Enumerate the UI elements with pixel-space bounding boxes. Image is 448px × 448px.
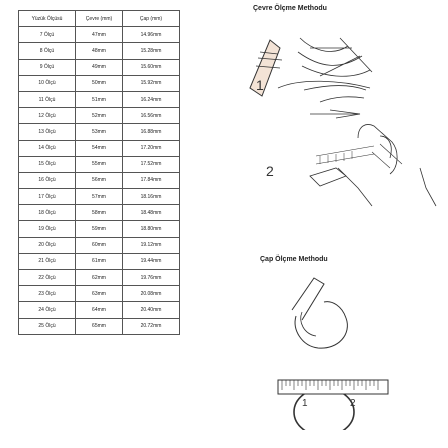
- col-header-circumference: Çevre (mm): [76, 11, 123, 27]
- finger-ring-illustration: [292, 278, 347, 348]
- size-cell: 7 Ölçü: [19, 27, 76, 43]
- table-row: [19, 221, 180, 237]
- diameter-svg: [262, 270, 402, 430]
- diameter-cell: 18.48mm: [123, 205, 180, 221]
- size-cell: 24 Ölçü: [19, 302, 76, 318]
- diameter-cell: 19.76mm: [123, 270, 180, 286]
- diameter-cell: 16.24mm: [123, 91, 180, 107]
- table-row: [19, 75, 180, 91]
- diameter-cell: 14.96mm: [123, 27, 180, 43]
- size-cell: 9 Ölçü: [19, 59, 76, 75]
- circumference-cell: 60mm: [76, 237, 123, 253]
- table-row: [19, 237, 180, 253]
- circumference-svg: [240, 18, 440, 208]
- size-cell: 21 Ölçü: [19, 253, 76, 269]
- circumference-cell: 54mm: [76, 140, 123, 156]
- size-table: [18, 10, 180, 335]
- size-cell: 23 Ölçü: [19, 286, 76, 302]
- string-measure-1: [278, 81, 370, 118]
- table-row: [19, 189, 180, 205]
- table-row: [19, 43, 180, 59]
- table-row: [19, 27, 180, 43]
- size-cell: 18 Ölçü: [19, 205, 76, 221]
- size-cell: 14 Ölçü: [19, 140, 76, 156]
- size-cell: 20 Ölçü: [19, 237, 76, 253]
- diameter-title: Çap Ölçme Methodu: [260, 256, 328, 263]
- size-cell: 13 Ölçü: [19, 124, 76, 140]
- circumference-cell: 63mm: [76, 286, 123, 302]
- circumference-cell: 48mm: [76, 43, 123, 59]
- size-cell: 12 Ölçü: [19, 108, 76, 124]
- size-cell: 8 Ölçü: [19, 43, 76, 59]
- circumference-cell: 51mm: [76, 91, 123, 107]
- size-cell: 16 Ölçü: [19, 172, 76, 188]
- table-row: [19, 270, 180, 286]
- circumference-cell: 62mm: [76, 270, 123, 286]
- diameter-cell: 20.08mm: [123, 286, 180, 302]
- diameter-cell: 17.20mm: [123, 140, 180, 156]
- circumference-cell: 56mm: [76, 172, 123, 188]
- diameter-cell: 17.84mm: [123, 172, 180, 188]
- table-header-row: [19, 11, 180, 27]
- diameter-cell: 15.60mm: [123, 59, 180, 75]
- circumference-cell: 58mm: [76, 205, 123, 221]
- col-header-diameter: Çap (mm): [123, 11, 180, 27]
- table-row: [19, 253, 180, 269]
- diameter-cell: 17.52mm: [123, 156, 180, 172]
- table-row: [19, 140, 180, 156]
- table-row: [19, 286, 180, 302]
- size-cell: 10 Ölçü: [19, 75, 76, 91]
- circumference-cell: 49mm: [76, 59, 123, 75]
- circumference-cell: 52mm: [76, 108, 123, 124]
- diameter-cell: 15.28mm: [123, 43, 180, 59]
- table-row: [19, 172, 180, 188]
- diameter-cell: 18.16mm: [123, 189, 180, 205]
- circumference-cell: 65mm: [76, 318, 123, 334]
- ring-on-ruler: [278, 380, 388, 430]
- ruler-number-2: 2: [350, 398, 356, 409]
- table-row: [19, 108, 180, 124]
- table-row: [19, 91, 180, 107]
- finger-2-illustration: [316, 125, 402, 175]
- table-row: [19, 205, 180, 221]
- col-header-size: Yüzük Ölçüsü: [19, 11, 76, 27]
- circumference-cell: 61mm: [76, 253, 123, 269]
- step-1-number: 1: [256, 77, 264, 93]
- circumference-title: Çevre Ölçme Methodu: [253, 5, 327, 12]
- diameter-cell: 20.72mm: [123, 318, 180, 334]
- table-row: [19, 302, 180, 318]
- diameter-cell: 16.56mm: [123, 108, 180, 124]
- size-cell: 25 Ölçü: [19, 318, 76, 334]
- circumference-cell: 64mm: [76, 302, 123, 318]
- circumference-cell: 55mm: [76, 156, 123, 172]
- table-row: [19, 124, 180, 140]
- size-cell: 11 Ölçü: [19, 91, 76, 107]
- ruler-number-1: 1: [302, 398, 308, 409]
- table-row: [19, 59, 180, 75]
- finger-1-illustration: [250, 38, 372, 96]
- size-cell: 22 Ölçü: [19, 270, 76, 286]
- size-cell: 15 Ölçü: [19, 156, 76, 172]
- circumference-cell: 50mm: [76, 75, 123, 91]
- diameter-cell: 15.92mm: [123, 75, 180, 91]
- step-2-number: 2: [266, 163, 274, 179]
- table-row: [19, 318, 180, 334]
- circumference-cell: 53mm: [76, 124, 123, 140]
- diameter-cell: 20.40mm: [123, 302, 180, 318]
- diameter-cell: 16.88mm: [123, 124, 180, 140]
- size-cell: 17 Ölçü: [19, 189, 76, 205]
- finger-3-illustration: [310, 168, 436, 206]
- table-row: [19, 156, 180, 172]
- diameter-cell: 18.80mm: [123, 221, 180, 237]
- circumference-cell: 47mm: [76, 27, 123, 43]
- size-cell: 19 Ölçü: [19, 221, 76, 237]
- diameter-cell: 19.44mm: [123, 253, 180, 269]
- diameter-cell: 19.12mm: [123, 237, 180, 253]
- circumference-cell: 57mm: [76, 189, 123, 205]
- circumference-cell: 59mm: [76, 221, 123, 237]
